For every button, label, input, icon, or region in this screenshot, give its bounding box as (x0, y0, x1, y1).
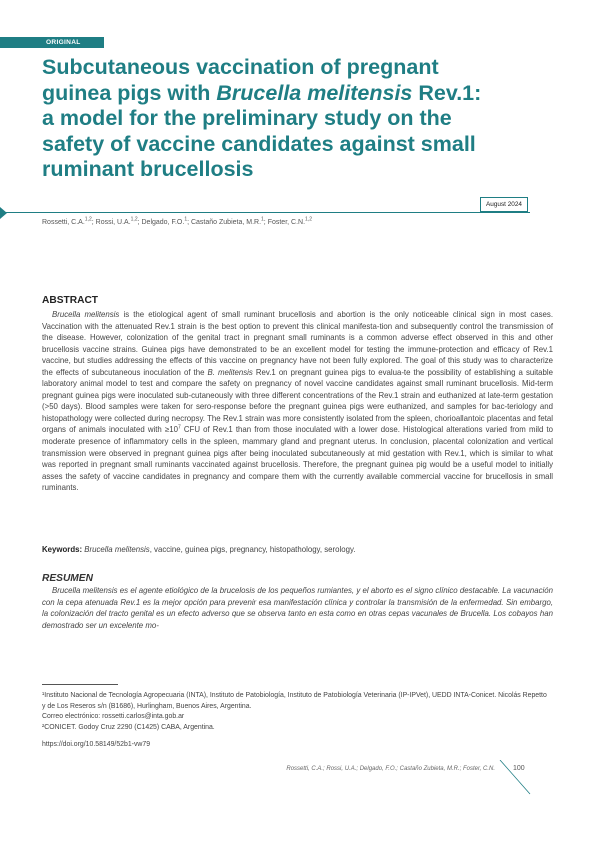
publication-date: August 2024 (480, 197, 528, 212)
resumen-text: Brucella melitensis es el agente etiológico de la brucelosis de los pequeños rumiantes, y el aborto es el signo clínico destacable. La vacunación con la cepa atenuada Rev.1 es la mejor opción para prevenir esa manifestación clínica y controlar la transmisión de la enfermedad. Sin embargo, la colonización del tracto genital es un efecto adverso que se observa tanto en esta como en otras cepas vacunales de Brucella. Los cobayos han demostrado ser un excelente mo- (42, 586, 553, 630)
author-affiliation: 1,2 (84, 216, 92, 223)
page-number: 100 (513, 765, 525, 772)
author-name: Delgado, F.O. (141, 219, 185, 226)
author-affiliation: 1,2 (305, 216, 312, 223)
author-name: Castaño Zubieta, M.R. (190, 219, 262, 226)
author-list: Rossetti, C.A.$^{1,2}$; Rossi, U.A.$^{1,2}$; Delgado, F.O.$^1$; Castaño Zubieta, M.R.$^1$; Foster, C.N.$^{1,2}$ (42, 216, 312, 226)
author-name: Rossi, U.A. (95, 219, 131, 226)
title-part-1: Subcutaneous vaccination of pregnant guinea pigs with (42, 55, 439, 105)
footnote-email: Correo electrónico: rossetti.carlos@inta.gob.ar (42, 713, 185, 720)
footnotes (42, 691, 552, 733)
footnote-affiliation-2: ²CONICET. Godoy Cruz 2290 (C1425) CABA, Argentina. (42, 723, 215, 731)
article-type-badge: ORIGINAL PAPER (0, 37, 104, 48)
title-italic-species: Brucella melitensis (216, 80, 413, 105)
author-affiliation: 1,2 (130, 216, 138, 223)
footnote-divider (42, 684, 118, 685)
abstract-text-part-1: is the etiological agent of small ruminant brucellosis and abortion is the only noticeable clinical sign in most cases. Vaccination with the attenuated Rev.1 strain is the best option to prevent this clinical manifesta-tion and subsequently control the transmission of the disease. However, colonization of the genital tract in pregnant small ruminants is a common adverse effect observed in this and other brucellosis vaccine strains. Guinea pigs have demonstrated to be an excellent model for testing the immune-protection and efficacy of Rev.1 vaccine, but studies addressing the effects of this vaccine on pregnancy have not been fully explored. The goal of this study was to characterize the effects of subcutaneous inoculation of the (42, 310, 553, 377)
footer-citation: Rossetti, C.A.; Rossi, U.A.; Delgado, F.O.; Castaño Zubieta, M.R.; Foster, C.N. (286, 766, 495, 772)
abstract-text (42, 309, 553, 494)
keywords-italic: Brucella melitensis (84, 545, 150, 554)
footnote-affiliation-1: ¹Instituto Nacional de Tecnología Agropecuaria (INTA), Instituto de Patobiología, Instituto de Patobiología Veterinaria (IP-IPVet), UEDD INTA-Conicet. Nicolás Repetto y de Los Reseros s/n (B1686), Hurlingham, Buenos Aires, Argentina. (42, 692, 547, 710)
doi-link[interactable]: https://doi.org/10.58149/52b1-vw79 (42, 741, 151, 748)
exponent: 7 (177, 424, 181, 431)
author-affiliation: 1 (184, 216, 188, 223)
abstract-text-part-2: Rev.1 on pregnant guinea pigs to evalua-te the possibility of establishing a suitable laboratory animal model to test and compare the safety on pregnancy of novel vaccine candidates against small ruminant brucellosis. Mid-term pregnant guinea pigs were inoculated sub-cutaneously with three different concentrations of the Rev.1 strain and euthanized at late-term gestation (>50 days). Blood samples were taken for sero-response before the pregnant guinea pigs were euthanized, and samples for bac-teriology and histopathology were collected during necropsy. The Rev.1 strain was more consistently isolated from the spleen, chorioallantoic placentas and fetal organs of animals inoculated with ≥10 (42, 367, 553, 435)
abstract-italic-species-2: B. melitensis (207, 367, 253, 377)
keywords-rest: , vaccine, guinea pigs, pregnancy, histopathology, serology. (149, 545, 356, 554)
keywords-label: Keywords: (42, 545, 83, 554)
author-name: Rossetti, C.A. (42, 219, 85, 226)
article-title (42, 55, 482, 183)
abstract-heading: ABSTRACT (42, 295, 99, 306)
corner-decoration-icon (494, 760, 534, 800)
title-part-2: Rev.1: a model for the preliminary study on the safety of vaccine candidates against small ruminant brucellosis (42, 80, 482, 181)
author-affiliation: 1 (261, 216, 264, 223)
triangle-marker-icon (0, 207, 7, 219)
author-name: Foster, C.N. (267, 219, 306, 226)
abstract-italic-species: Brucella melitensis (52, 310, 120, 319)
abstract-text-part-3: CFU of Rev.1 than from those inoculated with a lower dose. Histological alterations varied from mild to moderate presence of inflammatory cells in the spleen, mammary gland and pregnant uterus. In conclusion, placental colonization and vertical transmission were observed in pregnant guinea pigs after being inoculated subcutaneously at mid gestation with Rev.1, which is similar to what was reported in pregnant small ruminants vaccinated against brucellosis. Therefore, the pregnant guinea pig would be a useful model to initially asses the safety of vaccine candidates in pregnancy and compare them with the currently available commercial vaccine for brucellosis in small ruminants. (42, 425, 553, 493)
keywords-line (42, 545, 356, 554)
resumen-heading: RESUMEN (42, 573, 93, 584)
header-divider (0, 212, 530, 213)
